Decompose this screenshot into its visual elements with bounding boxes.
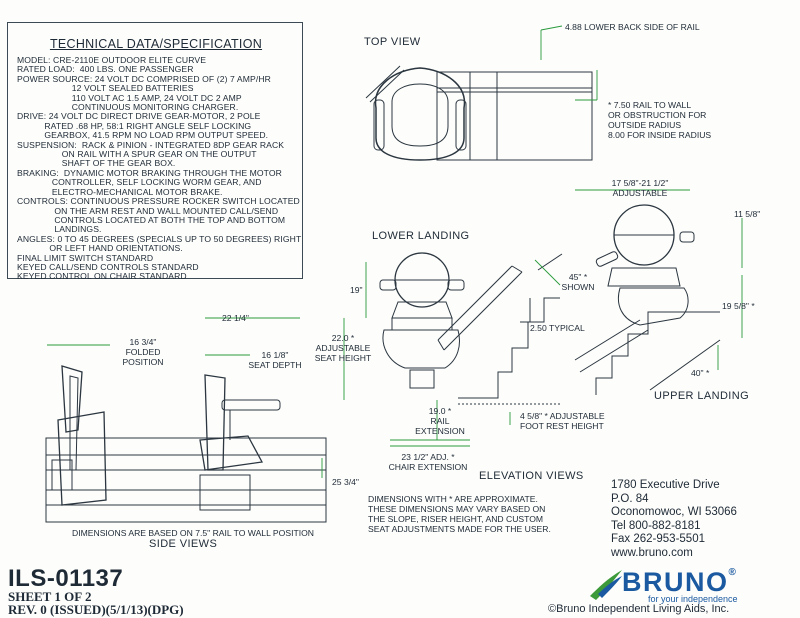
spec-line: CONTROLS LOCATED AT BOTH THE TOP AND BOTTOM — [17, 214, 286, 225]
side-dim-folded-line: FOLDED — [125, 347, 161, 357]
top-view-note — [608, 100, 711, 140]
spec-line: ON RAIL WITH A SPUR GEAR ON THE OUTPUT — [17, 149, 257, 160]
address-line: Oconomowoc, WI 53066 — [611, 506, 737, 518]
top-view-note-line: * 7.50 RAIL TO WALL — [608, 100, 692, 110]
lower-dim-foot-line: FOOT REST HEIGHT — [520, 421, 604, 431]
spec-line: CONTINUOUS MONITORING CHARGER. — [17, 102, 239, 113]
upper-landing-title: UPPER LANDING — [654, 390, 750, 402]
top-view-note-line: OUTSIDE RADIUS — [608, 120, 682, 130]
lower-landing-title: LOWER LANDING — [372, 230, 470, 242]
upper-dim-width-line: ADJUSTABLE — [612, 188, 668, 198]
side-dim-folded-line: 16 3/4" — [129, 337, 157, 347]
side-views-note: DIMENSIONS ARE BASED ON 7.5" RAIL TO WALL POSITION — [72, 528, 314, 538]
spec-line: LANDINGS. — [17, 224, 102, 235]
upper-dim-40: 40" * — [691, 368, 710, 378]
lower-dim-rail-line: RAIL — [430, 416, 450, 426]
side-dim-folded-line: POSITION — [122, 357, 164, 367]
spec-line: GEARBOX, 41.5 RPM NO LOAD RPM OUTPUT SPEED. — [17, 130, 269, 141]
address-line: Tel 800-882-8181 — [611, 519, 701, 532]
spec-line: KEYED CALL/SEND CONTROLS STANDARD — [17, 261, 199, 272]
side-dim-25: 25 3/4" — [332, 477, 359, 487]
spec-line: 110 VOLT AC 1.5 AMP, 24 VOLT DC 2 AMP — [17, 92, 242, 103]
side-dim-seat-line: SEAT DEPTH — [248, 360, 302, 370]
lower-dim-foot — [520, 411, 605, 431]
address-line: P.O. 84 — [611, 492, 649, 505]
lower-dim-seat-line: ADJUSTABLE — [315, 343, 371, 353]
spec-line: SHAFT OF THE GEAR BOX. — [17, 158, 176, 169]
lower-dim-seat — [308, 333, 378, 363]
side-dim-folded — [113, 337, 173, 367]
top-view-drawing — [366, 66, 592, 160]
side-view-folded-drawing — [46, 366, 326, 522]
revision: REV. 0 (ISSUED)(5/1/13)(DPG) — [8, 602, 184, 617]
brand-tagline: for your independence — [648, 594, 738, 604]
spec-line: RATED .68 HP, 58:1 RIGHT ANGLE SELF LOCKING — [17, 120, 252, 131]
lower-dim-rail — [410, 406, 470, 436]
sheet-number: SHEET 1 OF 2 — [8, 589, 92, 604]
side-dim-22: 22 1/4" — [222, 313, 249, 323]
spec-line: ANGLES: 0 TO 45 DEGREES (SPECIALS UP TO 50 DEGREES) RIGHT — [17, 233, 302, 244]
spec-line: KEYED CONTROL ON CHAIR STANDARD — [17, 271, 187, 282]
address-block — [611, 479, 800, 560]
address-line: Fax 262-953-5501 — [611, 533, 705, 545]
spec-line: CONTROLLER, SELF LOCKING WORM GEAR, AND — [17, 177, 262, 188]
spec-title: TECHNICAL DATA/SPECIFICATION — [49, 37, 263, 51]
approx-note — [368, 494, 551, 534]
upper-dim-195: 19 5/8" * — [722, 301, 755, 311]
upper-dim-width — [595, 178, 685, 198]
approx-note-line: DIMENSIONS WITH * ARE APPROXIMATE. — [368, 494, 538, 504]
approx-note-line: SEAT ADJUSTMENTS MADE FOR THE USER. — [368, 524, 551, 534]
lower-dim-chair — [380, 452, 476, 472]
registered-mark: ® — [728, 567, 738, 578]
lower-dim-rail-line: 19.0 * — [428, 406, 452, 416]
drawing-number: ILS-01137 — [8, 565, 124, 592]
copyright: ©Bruno Independent Living Aids, Inc. — [548, 603, 730, 615]
spec-line: CONTROLS: CONTINUOUS PRESSURE ROCKER SWITCH LOCATED — [17, 196, 300, 207]
side-dim-seat — [245, 350, 305, 370]
spec-line: OR LEFT HAND ORIENTATIONS. — [17, 243, 183, 254]
address-line: 1780 Executive Drive — [611, 479, 720, 491]
upper-dim-width-line: 17 5/8"-21 1/2" — [611, 178, 669, 188]
lower-dim-chair-line: CHAIR EXTENSION — [388, 462, 468, 472]
spec-line: MODEL: CRE-2110E OUTDOOR ELITE CURVE — [17, 55, 207, 65]
spec-line: ON THE ARM REST AND WALL MOUNTED CALL/SEND — [17, 205, 279, 216]
top-view-note-line: 8.00 FOR INSIDE RADIUS — [608, 130, 712, 140]
spec-line: FINAL LIMIT SWITCH STANDARD — [17, 252, 154, 263]
spec-line: DRIVE: 24 VOLT DC DIRECT DRIVE GEAR-MOTOR, 2 POLE — [17, 111, 261, 122]
spec-line: ELECTRO-MECHANICAL MOTOR BRAKE. — [17, 186, 223, 197]
lower-dim-seat-line: 22.0 * — [331, 333, 355, 343]
lower-dim-19: 19" — [350, 285, 363, 295]
lower-dim-250: 2.50 TYPICAL — [530, 323, 585, 333]
lower-dim-foot-line: 4 5/8" * ADJUSTABLE — [520, 411, 605, 421]
side-dim-seat-line: 16 1/8" — [261, 350, 289, 360]
side-views-title: SIDE VIEWS — [149, 538, 218, 550]
lower-dim-45 — [558, 272, 598, 292]
top-view-note-line: OR OBSTRUCTION FOR — [608, 110, 707, 120]
approx-note-line: THE SLOPE, RISER HEIGHT, AND CUSTOM — [368, 514, 544, 524]
top-view-dim-back: 4.88 LOWER BACK SIDE OF RAIL — [565, 22, 700, 32]
upper-dim-115: 11 5/8" — [734, 209, 761, 219]
elevation-title: ELEVATION VIEWS — [479, 470, 584, 482]
spec-line: POWER SOURCE: 24 VOLT DC COMPRISED OF (2) 7 AMP/HR — [17, 73, 271, 84]
upper-landing-drawing — [575, 205, 720, 395]
brand-name-text: BRUNO — [622, 567, 729, 597]
top-view-title: TOP VIEW — [364, 36, 421, 48]
bruno-swoosh-logo — [588, 566, 624, 602]
spec-line: RATED LOAD: 400 LBS. ONE PASSENGER — [17, 64, 194, 75]
lower-dim-chair-line: 23 1/2" ADJ. * — [401, 452, 455, 462]
lower-dim-rail-line: EXTENSION — [415, 426, 465, 436]
spec-line: SUSPENSION: RACK & PINION - INTEGRATED 8DP GEAR RACK — [17, 139, 285, 150]
spec-line: BRAKING: DYNAMIC MOTOR BRAKING THROUGH THE MOTOR — [17, 167, 282, 178]
approx-note-line: THESE DIMENSIONS MAY VARY BASED ON — [368, 504, 546, 514]
spec-line: 12 VOLT SEALED BATTERIES — [17, 83, 194, 94]
lower-dim-seat-line: SEAT HEIGHT — [314, 353, 372, 363]
website-link[interactable]: www.bruno.com — [611, 546, 693, 559]
lower-dim-45-line: 45" * — [568, 272, 588, 282]
lower-dim-45-line: SHOWN — [561, 282, 595, 292]
